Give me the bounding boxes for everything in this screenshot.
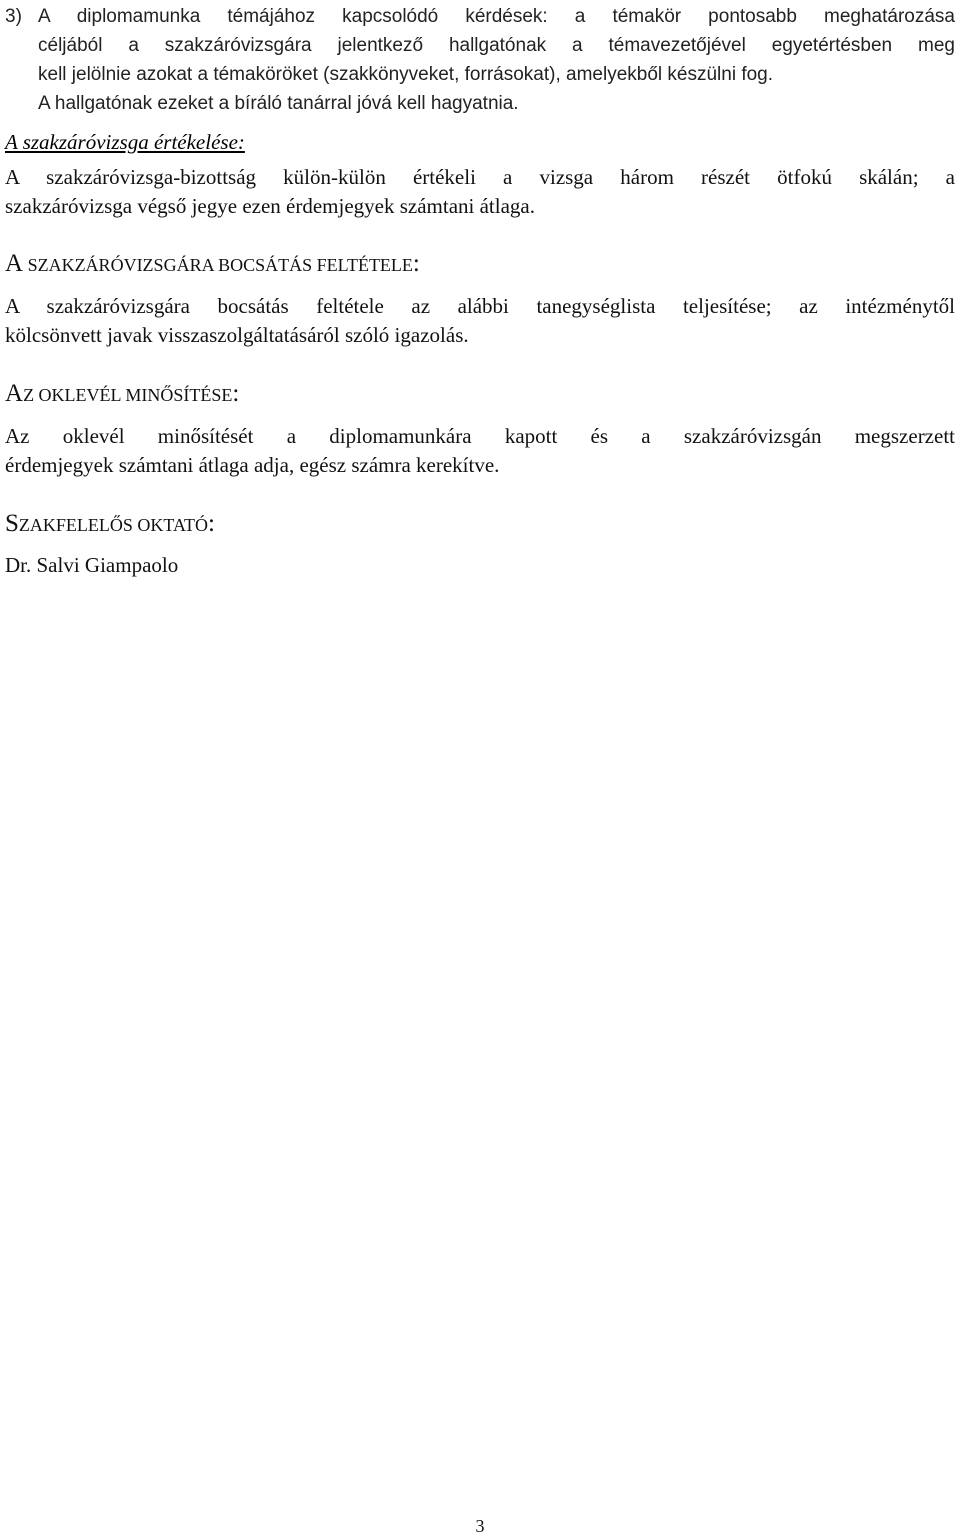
diploma-heading-initial: A <box>5 380 24 407</box>
page-number: 3 <box>475 1516 485 1536</box>
evaluation-line-2: szakzáróvizsga végső jegye ezen érdemjegyek számtani átlaga. <box>5 194 535 218</box>
responsible-heading <box>5 509 215 540</box>
evaluation-heading: A szakzáróvizsga értékelése: <box>5 130 245 154</box>
diploma-heading <box>5 379 239 410</box>
diploma-heading-text: Z OKLEVÉL MINŐSÍTÉSE <box>23 385 233 405</box>
diploma-line-2: érdemjegyek számtani átlaga adja, egész számra kerekítve. <box>5 453 500 477</box>
admission-line-2: kölcsönvett javak visszaszolgáltatásáról szóló igazolás. <box>5 323 469 347</box>
evaluation-line-1: A szakzáróvizsga-bizottság külön-külön értékeli a vizsga három részét ötfokú skálán; a <box>5 165 955 189</box>
responsible-heading-colon: : <box>207 510 215 537</box>
diploma-heading-colon: : <box>232 380 240 407</box>
list-item-number: 3) <box>5 6 22 27</box>
list-item-3-line-2: céljából a szakzáróvizsgára jelentkező hallgatónak a témavezetőjével egyetértésben meg <box>38 35 955 56</box>
list-item-3 <box>5 2 955 118</box>
admission-heading <box>5 249 420 280</box>
list-item-3-first-line <box>5 2 955 31</box>
diploma-paragraph <box>5 422 955 480</box>
responsible-name: Dr. Salvi Giampaolo <box>5 553 179 577</box>
admission-heading-initial: A <box>5 250 24 277</box>
list-item-3-line-3: kell jelölnie azokat a témaköröket (szakkönyveket, forrásokat), amelyekből készülni fog. <box>38 64 774 85</box>
responsible-heading-initial: S <box>5 510 19 537</box>
admission-heading-text: SZAKZÁRÓVIZSGÁRA BOCSÁTÁS FELTÉTELE <box>23 255 413 275</box>
admission-line-1: A szakzáróvizsgára bocsátás feltétele az alábbi tanegységlista teljesítése; az intézménytől <box>5 294 955 318</box>
evaluation-paragraph <box>5 163 955 221</box>
admission-paragraph <box>5 292 955 350</box>
diploma-line-1: Az oklevél minősítését a diplomamunkára kapott és a szakzáróvizsgán megszerzett <box>5 424 955 448</box>
list-item-3-line-1: A diplomamunka témájához kapcsolódó kérdések: a témakör pontosabb meghatározása <box>38 6 955 27</box>
admission-heading-colon: : <box>412 250 420 277</box>
list-item-3-line-4: A hallgatónak ezeket a bíráló tanárral jóvá kell hagyatnia. <box>38 93 519 114</box>
responsible-heading-text: ZAKFELELŐS OKTATÓ <box>18 515 208 535</box>
responsible-name-block <box>5 551 955 580</box>
